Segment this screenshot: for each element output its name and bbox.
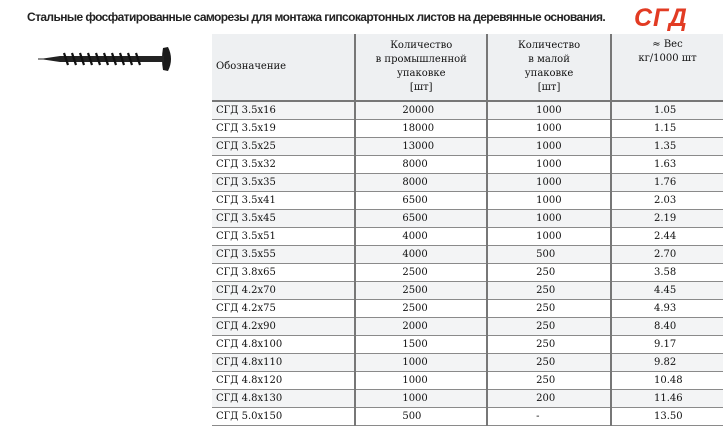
cell-industrial-qty: 1000 [355, 372, 487, 390]
brand-logo: СГД [634, 4, 688, 32]
cell-small-qty: 1000 [487, 192, 611, 210]
cell-industrial-qty: 1000 [355, 390, 487, 408]
table-row [212, 264, 723, 282]
table-row [212, 282, 723, 300]
cell-small-qty: 250 [487, 282, 611, 300]
cell-weight: 2.44 [611, 228, 723, 246]
cell-industrial-qty: 8000 [355, 156, 487, 174]
cell-designation: СГД 3.5x32 [212, 156, 355, 174]
cell-small-qty: 1000 [487, 101, 611, 120]
cell-weight: 1.05 [611, 101, 723, 120]
cell-designation: СГД 3.5x55 [212, 246, 355, 264]
cell-small-qty: - [487, 408, 611, 426]
cell-industrial-qty: 6500 [355, 210, 487, 228]
cell-weight: 4.93 [611, 300, 723, 318]
cell-designation: СГД 4.8x120 [212, 372, 355, 390]
cell-weight: 9.82 [611, 354, 723, 372]
table-row [212, 156, 723, 174]
cell-weight: 2.03 [611, 192, 723, 210]
cell-industrial-qty: 2500 [355, 282, 487, 300]
cell-industrial-qty: 2500 [355, 300, 487, 318]
cell-industrial-qty: 2000 [355, 318, 487, 336]
table-row [212, 210, 723, 228]
column-header-weight: ≈ Вес кг/1000 шт [611, 34, 723, 101]
cell-designation: СГД 4.8x100 [212, 336, 355, 354]
cell-designation: СГД 3.5x51 [212, 228, 355, 246]
cell-small-qty: 500 [487, 246, 611, 264]
cell-industrial-qty: 18000 [355, 120, 487, 138]
cell-small-qty: 250 [487, 372, 611, 390]
cell-designation: СГД 4.2x90 [212, 318, 355, 336]
cell-weight: 10.48 [611, 372, 723, 390]
cell-small-qty: 200 [487, 390, 611, 408]
cell-small-qty: 1000 [487, 138, 611, 156]
spec-table [212, 34, 723, 426]
cell-small-qty: 1000 [487, 156, 611, 174]
column-header-designation: Обозначение [212, 34, 355, 101]
cell-designation: СГД 4.8x110 [212, 354, 355, 372]
cell-weight: 1.35 [611, 138, 723, 156]
cell-weight: 1.63 [611, 156, 723, 174]
cell-industrial-qty: 4000 [355, 246, 487, 264]
cell-industrial-qty: 1500 [355, 336, 487, 354]
cell-weight: 2.19 [611, 210, 723, 228]
cell-designation: СГД 3.5x19 [212, 120, 355, 138]
cell-weight: 1.15 [611, 120, 723, 138]
cell-weight: 2.70 [611, 246, 723, 264]
cell-small-qty: 250 [487, 354, 611, 372]
column-header-small-pack: Количество в малой упаковке [шт] [487, 34, 611, 101]
cell-small-qty: 1000 [487, 228, 611, 246]
table-row [212, 246, 723, 264]
cell-industrial-qty: 2500 [355, 264, 487, 282]
cell-weight: 4.45 [611, 282, 723, 300]
cell-weight: 11.46 [611, 390, 723, 408]
cell-designation: СГД 3.5x16 [212, 101, 355, 120]
table-header-row [212, 34, 723, 101]
cell-small-qty: 250 [487, 318, 611, 336]
table-row [212, 101, 723, 120]
table-row [212, 300, 723, 318]
table-row [212, 174, 723, 192]
table-row [212, 120, 723, 138]
screw-icon [32, 44, 182, 74]
cell-designation: СГД 4.2x75 [212, 300, 355, 318]
cell-industrial-qty: 20000 [355, 101, 487, 120]
table-row [212, 372, 723, 390]
cell-designation: СГД 4.2x70 [212, 282, 355, 300]
cell-small-qty: 250 [487, 300, 611, 318]
cell-industrial-qty: 500 [355, 408, 487, 426]
cell-industrial-qty: 13000 [355, 138, 487, 156]
table-row [212, 390, 723, 408]
cell-weight: 13.50 [611, 408, 723, 426]
cell-small-qty: 250 [487, 336, 611, 354]
cell-small-qty: 1000 [487, 210, 611, 228]
cell-industrial-qty: 8000 [355, 174, 487, 192]
cell-industrial-qty: 1000 [355, 354, 487, 372]
cell-small-qty: 1000 [487, 120, 611, 138]
cell-industrial-qty: 6500 [355, 192, 487, 210]
cell-weight: 3.58 [611, 264, 723, 282]
cell-designation: СГД 5.0x150 [212, 408, 355, 426]
cell-designation: СГД 3.5x25 [212, 138, 355, 156]
table-row [212, 354, 723, 372]
column-header-industrial-pack: Количество в промышленной упаковке [шт] [355, 34, 487, 101]
page-title: Стальные фосфатированные саморезы для монтажа гипсокартонных листов на деревянные основания. [27, 10, 606, 24]
cell-small-qty: 1000 [487, 174, 611, 192]
cell-designation: СГД 3.5x45 [212, 210, 355, 228]
cell-designation: СГД 4.8x130 [212, 390, 355, 408]
cell-designation: СГД 3.8x65 [212, 264, 355, 282]
cell-weight: 9.17 [611, 336, 723, 354]
table-row [212, 408, 723, 426]
cell-designation: СГД 3.5x41 [212, 192, 355, 210]
table-row [212, 192, 723, 210]
cell-small-qty: 250 [487, 264, 611, 282]
cell-weight: 1.76 [611, 174, 723, 192]
table-row [212, 228, 723, 246]
table-row [212, 318, 723, 336]
cell-weight: 8.40 [611, 318, 723, 336]
table-row [212, 336, 723, 354]
cell-industrial-qty: 4000 [355, 228, 487, 246]
table-row [212, 138, 723, 156]
cell-designation: СГД 3.5x35 [212, 174, 355, 192]
